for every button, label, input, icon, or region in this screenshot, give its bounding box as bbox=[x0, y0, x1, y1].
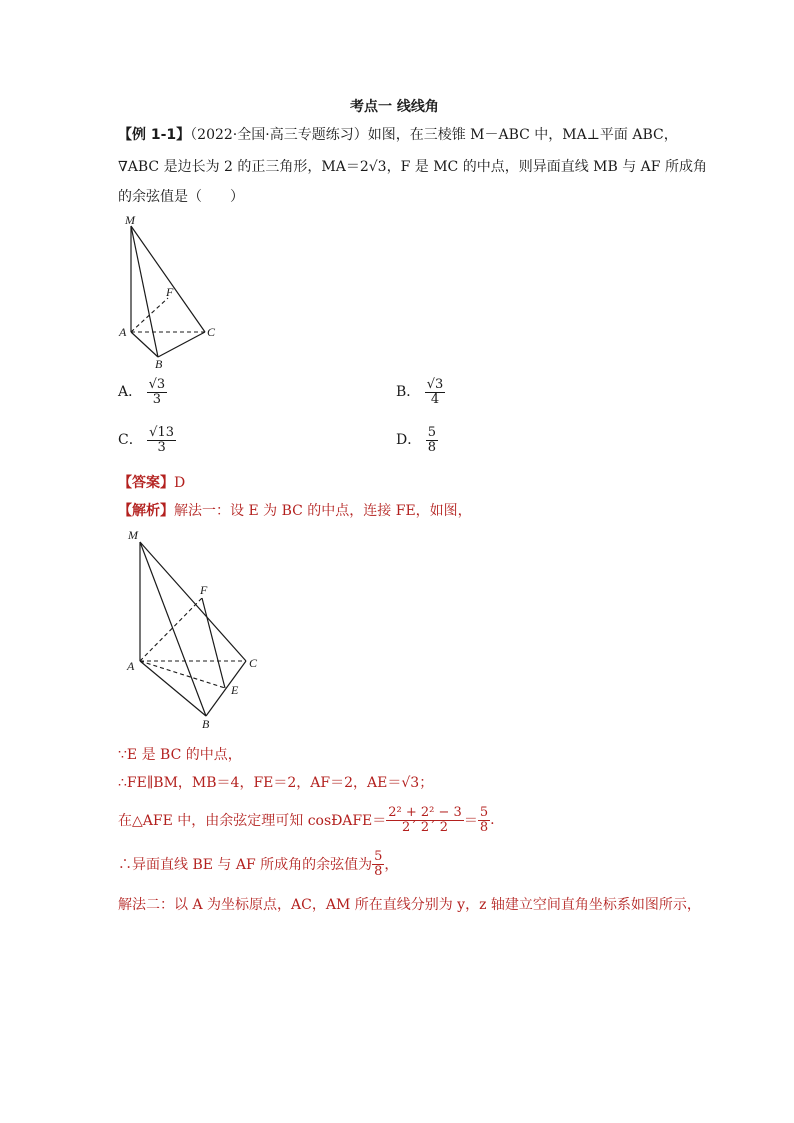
option-B-key: B． bbox=[396, 384, 421, 401]
step-3-equals: ＝ bbox=[463, 813, 478, 830]
answer-tag: 【答案】 bbox=[118, 475, 174, 491]
example-source: （2022·全国·高三专题练习） bbox=[190, 127, 368, 143]
label-A: A bbox=[119, 325, 127, 339]
option-B bbox=[396, 378, 445, 406]
step-4-fraction: $\frac{5}{8}$ bbox=[374, 849, 383, 879]
step-4-text: ∴异面直线 BE 与 AF 所成角的余弦值为 bbox=[118, 857, 373, 874]
edge-AE-hidden bbox=[140, 661, 225, 688]
step-3-fraction: $\frac{\text{2² + 2² − 3}}{2´ 2´ 2}$ bbox=[388, 805, 462, 835]
label-M: M bbox=[125, 213, 135, 227]
label-E: E bbox=[231, 683, 239, 697]
step-3-result: $\frac{5}{8}$ bbox=[479, 805, 489, 835]
analysis-tag: 【解析】 bbox=[118, 503, 174, 519]
tetrahedron-figure-2 bbox=[118, 526, 268, 736]
edge-BC bbox=[158, 332, 205, 357]
answer-line bbox=[118, 472, 185, 492]
edge-FE bbox=[202, 598, 225, 688]
step-2: ∴FE∥BM，MB＝4，FE＝2，AF＝2，AE＝√3； bbox=[118, 775, 434, 791]
option-B-value: $\frac{√3}{4}$ bbox=[426, 377, 444, 407]
step-3-text: 在△AFE 中，由余弦定理可知 cosÐAFE＝ bbox=[118, 813, 387, 830]
option-D bbox=[396, 426, 438, 454]
label-F: F bbox=[166, 285, 174, 299]
example-line-1 bbox=[118, 124, 678, 144]
label-B: B bbox=[202, 717, 210, 731]
option-A-key: A． bbox=[118, 384, 143, 401]
edge-AF-hidden bbox=[140, 598, 202, 661]
example-text-1: 如图，在三棱锥 M－ABC 中，MA⊥平面 ABC， bbox=[367, 127, 678, 143]
option-D-value: $\frac{5}{8}$ bbox=[427, 425, 436, 455]
answer-value: D bbox=[174, 475, 186, 491]
step-3: 在△AFE 中，由余弦定理可知 cosÐAFE＝ $\frac{\text{2² + 2² − 3}}{2´ 2´ 2}$ ＝ $\frac{5}{8}$ . bbox=[118, 805, 495, 835]
option-C-key: C． bbox=[118, 432, 143, 449]
label-B: B bbox=[155, 357, 163, 371]
option-C-value: $\frac{√13}{3}$ bbox=[149, 425, 174, 455]
example-tag: 【例 1-1】 bbox=[118, 127, 191, 143]
label-A: A bbox=[127, 659, 135, 673]
tetrahedron-figure-1 bbox=[110, 212, 230, 372]
example-line-2: ∇ABC 是边长为 2 的正三角形，MA＝2√3，F 是 MC 的中点，则异面直线 MB 与 AF 所成角 bbox=[118, 159, 707, 175]
option-A bbox=[118, 378, 167, 406]
label-M: M bbox=[128, 528, 138, 542]
step-4: ∴异面直线 BE 与 AF 所成角的余弦值为 $\frac{5}{8}$ ， bbox=[118, 849, 399, 879]
label-C: C bbox=[207, 325, 216, 339]
analysis-line bbox=[118, 500, 472, 520]
label-C: C bbox=[249, 656, 258, 670]
edge-MC bbox=[140, 542, 246, 661]
edge-MB bbox=[140, 542, 206, 716]
label-F: F bbox=[200, 583, 208, 597]
edge-BC bbox=[206, 661, 246, 716]
option-D-key: D． bbox=[396, 432, 422, 449]
example-line-3: 的余弦值是（ ） bbox=[118, 189, 244, 205]
option-C bbox=[118, 426, 176, 454]
option-A-value: $\frac{√3}{3}$ bbox=[148, 377, 166, 407]
page-title: 考点一 线线角 bbox=[350, 99, 439, 115]
step-1: ∵E 是 BC 的中点， bbox=[118, 747, 242, 763]
analysis-method1: 解法一：设 E 为 BC 的中点，连接 FE，如图， bbox=[174, 503, 472, 519]
step-5: 解法二：以 A 为坐标原点，AC，AM 所在直线分别为 y，z 轴建立空间直角坐标系如图所示， bbox=[118, 897, 701, 913]
